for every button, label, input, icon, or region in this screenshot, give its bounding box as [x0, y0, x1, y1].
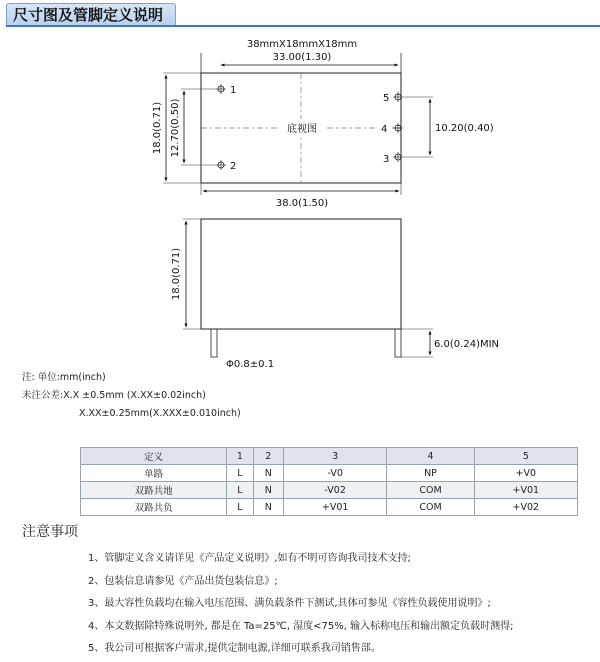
unit-note: 注: 单位:mm(inch): [22, 372, 106, 383]
table-cell: +V01: [474, 482, 577, 499]
pin-diameter-label: Φ0.8±0.1: [226, 359, 275, 368]
pin-span-label: 33.00(1.30): [272, 52, 332, 63]
table-row: [81, 465, 578, 482]
table-row: [81, 482, 578, 499]
attention-title: 注意事项: [22, 524, 78, 540]
table-cell: -V02: [284, 482, 387, 499]
table-cell: COM: [387, 482, 474, 499]
table-header-cell: 3: [284, 448, 387, 465]
table-cell: -V0: [284, 465, 387, 482]
table-cell: 单路: [81, 465, 227, 482]
table-cell: L: [227, 465, 253, 482]
notes-block: [22, 369, 241, 423]
table-cell: N: [253, 499, 283, 516]
table-header-row: [81, 448, 578, 465]
table-cell: 双路共地: [81, 482, 227, 499]
svg-text:4: 4: [381, 124, 388, 135]
attention-item: 5、我公司可根据客户需求,提供定制电源,详细可联系我司销售部。: [88, 643, 381, 654]
table-header-cell: 2: [253, 448, 283, 465]
attention-item: 2、包装信息请参见《产品出货包装信息》;: [88, 575, 278, 587]
table-cell: +V02: [474, 499, 577, 516]
table-cell: COM: [387, 499, 474, 516]
table-row: [81, 499, 578, 516]
bottom-view-label: 底视图: [287, 124, 317, 135]
pin-row-spacing-label: 12.70(0.50): [170, 98, 181, 158]
table-cell: L: [227, 482, 253, 499]
pin-3: [383, 152, 403, 165]
table-cell: +V0: [474, 465, 577, 482]
side-pin-right: [395, 329, 401, 357]
side-pin-left: [211, 329, 217, 357]
svg-text:1: 1: [230, 85, 237, 96]
tolerance-note-2: X.XX±0.25mm(X.XXX±0.010inch): [79, 408, 241, 419]
table-cell: 双路共负: [81, 499, 227, 516]
attention-item: 4、本文数据除特殊说明外, 都是在 Ta=25℃, 湿度<75%, 输入标称电压和输出额定负载时测得;: [88, 620, 514, 632]
length-label: 38.0(1.50): [275, 198, 329, 209]
svg-text:2: 2: [230, 161, 237, 172]
table-header-cell: 4: [387, 448, 474, 465]
table-cell: N: [253, 482, 283, 499]
table-cell: L: [227, 499, 253, 516]
section-underline: [6, 25, 600, 27]
height-label: 18.0(0.71): [152, 101, 163, 155]
attention-list: [88, 548, 514, 661]
side-view-body: [201, 219, 401, 329]
pin-5: [383, 92, 403, 104]
svg-text:3: 3: [383, 154, 390, 165]
pin-1: [216, 84, 236, 96]
dimension-drawing: [0, 28, 600, 368]
pin-definition-table: [80, 447, 578, 516]
table-cell: N: [253, 465, 283, 482]
pin-4: [378, 121, 403, 135]
table-cell: NP: [387, 465, 474, 482]
table-cell: +V01: [284, 499, 387, 516]
right-spacing-label: 10.20(0.40): [435, 123, 494, 134]
section-header: [0, 0, 600, 28]
side-height-label: 18.0(0.71): [171, 247, 182, 301]
attention-item: 3、最大容性负载均在输入电压范围、满负载条件下测试,具体可参见《容性负载使用说明》;: [88, 598, 491, 609]
pin-length-label: 6.0(0.24)MIN: [434, 339, 500, 350]
pin-2: [216, 160, 236, 172]
table-header-cell: 定义: [81, 448, 227, 465]
tolerance-note-1: 未注公差:X.X ±0.5mm (X.XX±0.02inch): [22, 390, 206, 401]
table-header-cell: 1: [227, 448, 253, 465]
overall-size-label: 38mmX18mmX18mm: [246, 39, 358, 50]
table-header-cell: 5: [474, 448, 577, 465]
svg-text:5: 5: [383, 93, 390, 104]
attention-item: 1、管脚定义含义请详见《产品定义说明》,如有不明可咨询我司技术支持;: [88, 553, 411, 564]
section-title: 尺寸图及管脚定义说明: [6, 3, 176, 26]
